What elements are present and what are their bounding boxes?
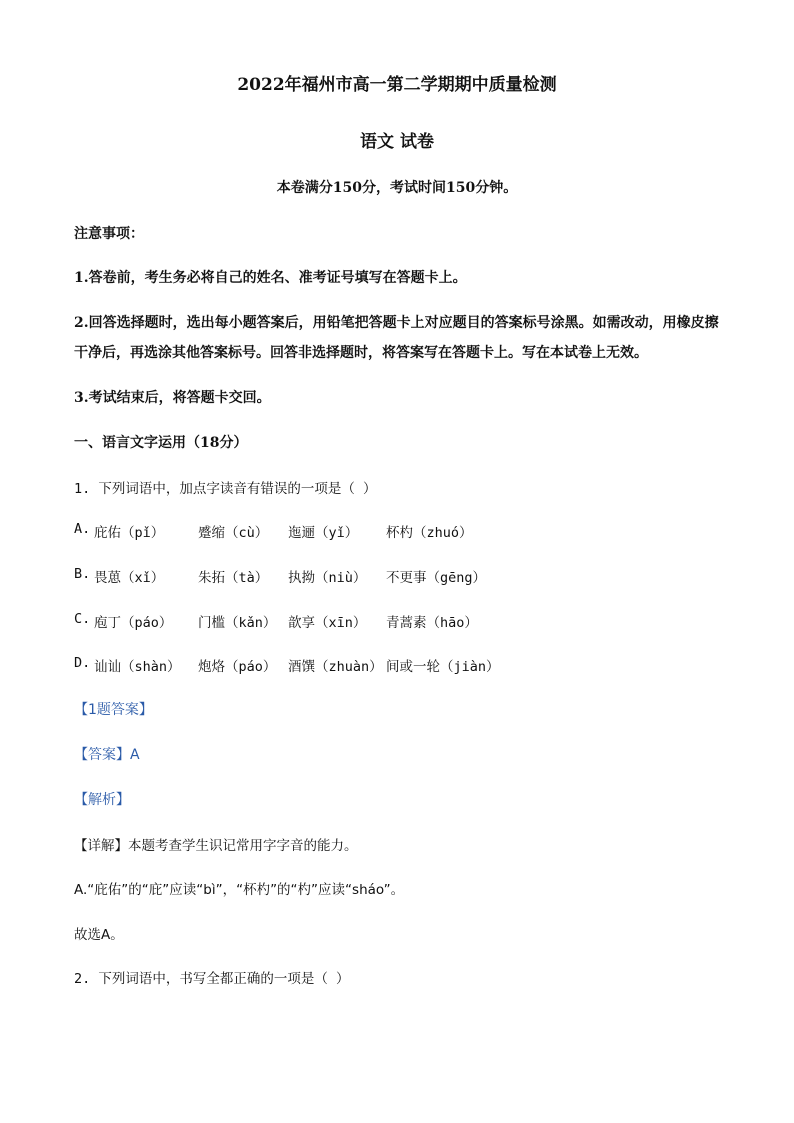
exam-title: 2022年福州市高一第二学期期中质量检测 <box>237 75 557 95</box>
option-word: 门槛（kǎn） <box>198 615 277 631</box>
note-item-2: 2.回答选择题时，选出每小题答案后，用铅笔把答题卡上对应题目的答案标号涂黑。如需改动，用橡皮擦 <box>74 315 719 331</box>
explanation-text: A.“庇佑”的“庇”应读“bì”，“杯杓”的“杓”应读“sháo”。 <box>74 882 405 898</box>
option-label: D. <box>74 655 91 671</box>
notes-heading: 注意事项： <box>74 226 144 242</box>
option-word: 间或一轮（jiàn） <box>386 659 500 675</box>
option-label: A. <box>74 521 91 537</box>
answer-tag: 【1题答案】 <box>74 702 153 718</box>
option-word: 炮烙（páo） <box>198 659 277 675</box>
option-word: 蹙缩（cù） <box>198 525 269 541</box>
option-word: 讪讪（shàn） <box>94 659 181 675</box>
option-label: C. <box>74 611 91 627</box>
subject-title: 语文 试卷 <box>360 132 434 152</box>
exam-meta: 本卷满分150分，考试时间150分钟。 <box>276 180 518 196</box>
option-word: 庇佑（pǐ） <box>94 525 165 541</box>
note-item-3: 3.考试结束后，将答题卡交回。 <box>74 390 271 406</box>
question-1-stem: 1. 下列词语中，加点字读音有错误的一项是（ ） <box>74 481 377 497</box>
analysis-tag: 【解析】 <box>74 792 130 808</box>
option-word: 迤逦（yǐ） <box>288 525 359 541</box>
section-heading: 一、语言文字运用（18分） <box>74 435 248 451</box>
option-word: 青蒿素（hāo） <box>386 615 478 631</box>
note-item-1: 1.答卷前，考生务必将自己的姓名、准考证号填写在答题卡上。 <box>74 270 467 286</box>
answer-text: 【答案】A <box>74 747 140 763</box>
option-word: 歆享（xīn） <box>288 615 367 631</box>
question-2-stem: 2. 下列词语中，书写全都正确的一项是（ ） <box>74 971 350 987</box>
option-label: B. <box>74 566 91 582</box>
option-word: 不更事（gēng） <box>386 570 487 586</box>
option-word: 杯杓（zhuó） <box>386 525 473 541</box>
option-word: 酒馔（zhuàn） <box>288 659 383 675</box>
option-word: 畏葸（xǐ） <box>94 570 165 586</box>
conclusion-text: 故选A。 <box>74 927 124 943</box>
option-word: 庖丁（páo） <box>94 615 173 631</box>
option-word: 执拗（niù） <box>288 570 367 586</box>
option-word: 朱拓（tà） <box>198 570 269 586</box>
note-item-2-cont: 干净后，再选涂其他答案标号。回答非选择题时，将答案写在答题卡上。写在本试卷上无效。 <box>74 345 648 361</box>
detail-text: 【详解】本题考查学生识记常用字字音的能力。 <box>74 838 358 854</box>
